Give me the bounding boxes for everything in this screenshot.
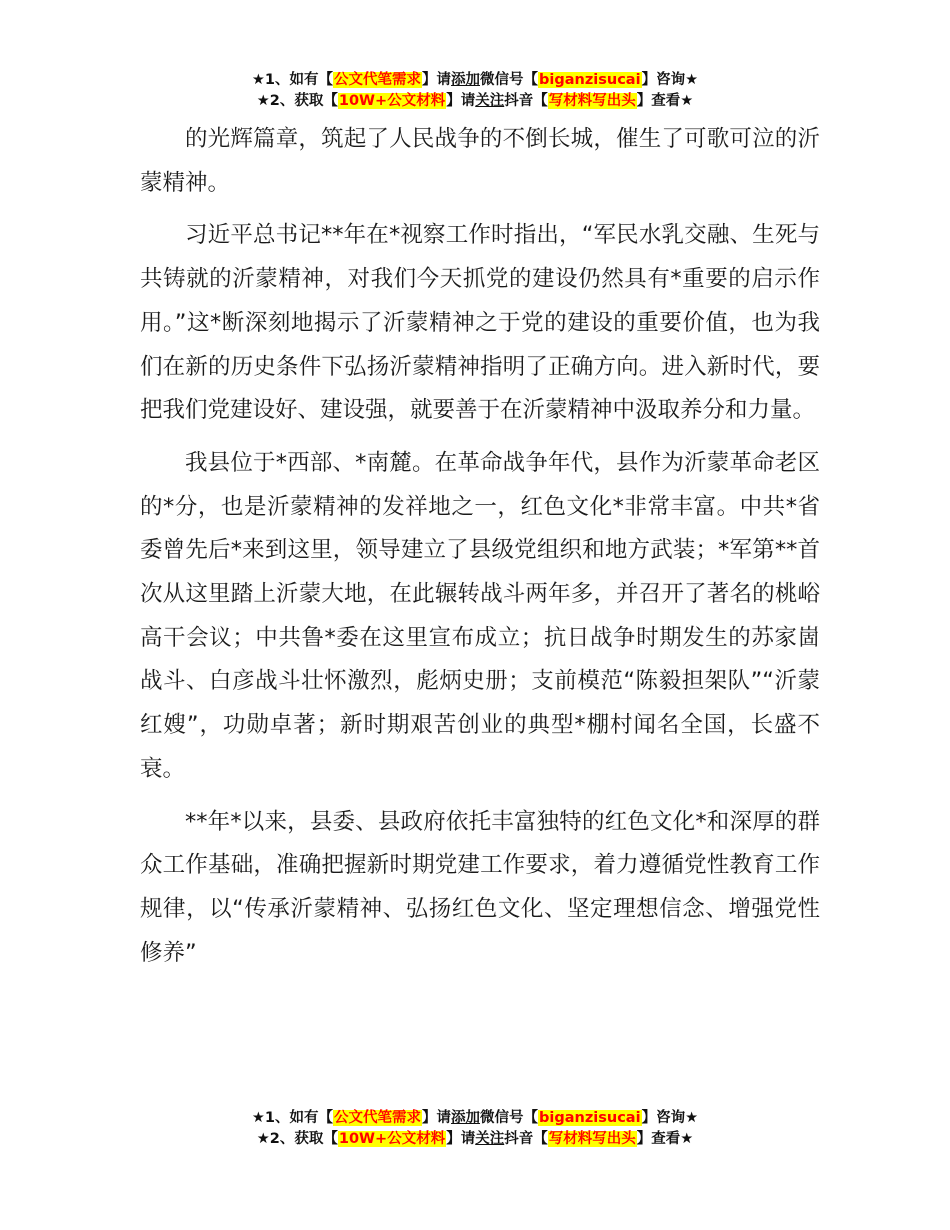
- banner-underlined-text: 添加: [451, 1110, 481, 1126]
- banner-underlined-text: 关注: [475, 93, 505, 109]
- highlight-materials: 10W+公文材料: [338, 1131, 446, 1147]
- banner-underlined-text: 关注: [475, 1131, 505, 1147]
- banner-text: 微信号【: [480, 1110, 539, 1126]
- banner-text: ★1、如有【: [251, 72, 334, 88]
- banner-text: 抖音【: [504, 1131, 548, 1147]
- banner-line-1: [0, 70, 950, 91]
- banner-text: 】请: [422, 72, 452, 88]
- paragraph: 我县位于*西部、*南麓。在革命战争年代，县作为沂蒙革命老区的*分，也是沂蒙精神的发祥地之一，红色文化*非常丰富。中共*省委曾先后*来到这里，领导建立了县级党组织和地方武装；*军第**首次从这里踏上沂蒙大地，在此辗转战斗两年多，并召开了著名的桃峪高干会议；中共鲁*委在这里宣布成立；抗日战争时期发生的苏家崮战斗、白彦战斗壮怀激烈，彪炳史册；支前模范“陈毅担架队”“沂蒙红嫂”，功勋卓著；新时期艰苦创业的典型*棚村闻名全国，长盛不衰。: [140, 449, 820, 782]
- highlight-douyin-account: 写材料写出头: [548, 1131, 636, 1147]
- banner-text: 】请: [446, 93, 476, 109]
- banner-text: ★2、获取【: [256, 93, 338, 109]
- banner-line-1: [0, 1108, 950, 1129]
- paragraph: **年*以来，县委、县政府依托丰富独特的红色文化*和深厚的群众工作基础，准确把握新时期党建工作要求，着力遵循党性教育工作规律，以“传承沂蒙精神、弘扬红色文化、坚定理想信念、增强党性修养”: [140, 808, 820, 966]
- highlight-materials: 10W+公文材料: [338, 93, 446, 109]
- banner-underlined-text: 添加: [451, 72, 481, 88]
- banner-text: 微信号【: [480, 72, 539, 88]
- highlight-wechat-id: biganzisucai: [539, 72, 641, 88]
- paragraph: 的光辉篇章，筑起了人民战争的不倒长城，催生了可歌可泣的沂蒙精神。: [140, 126, 820, 196]
- highlight-douyin-account: 写材料写出头: [548, 93, 636, 109]
- banner-text: 抖音【: [504, 93, 548, 109]
- paragraph: 习近平总书记**年在*视察工作时指出，“军民水乳交融、生死与共铸就的沂蒙精神，对我们今天抓党的建设仍然具有*重要的启示作用。”这*断深刻地揭示了沂蒙精神之于党的建设的重要价值，也为我们在新的历史条件下弘扬沂蒙精神指明了正确方向。进入新时代，要把我们党建设好、建设强，就要善于在沂蒙精神中汲取养分和力量。: [140, 222, 820, 424]
- highlight-ghostwriting: 公文代笔需求: [334, 72, 422, 88]
- document-body: [140, 118, 820, 984]
- banner-text: 】查看★: [636, 93, 694, 109]
- highlight-wechat-id: biganzisucai: [539, 1110, 641, 1126]
- banner-line-2: [0, 1129, 950, 1150]
- banner-text: ★2、获取【: [256, 1131, 338, 1147]
- banner-text: 】请: [446, 1131, 476, 1147]
- banner-text: 】咨询★: [641, 1110, 699, 1126]
- banner-text: 】查看★: [636, 1131, 694, 1147]
- banner-text: 】请: [422, 1110, 452, 1126]
- footer-banner: [0, 1108, 950, 1150]
- banner-text: ★1、如有【: [251, 1110, 334, 1126]
- banner-text: 】咨询★: [641, 72, 699, 88]
- header-banner: [0, 70, 950, 112]
- banner-line-2: [0, 91, 950, 112]
- highlight-ghostwriting: 公文代笔需求: [334, 1110, 422, 1126]
